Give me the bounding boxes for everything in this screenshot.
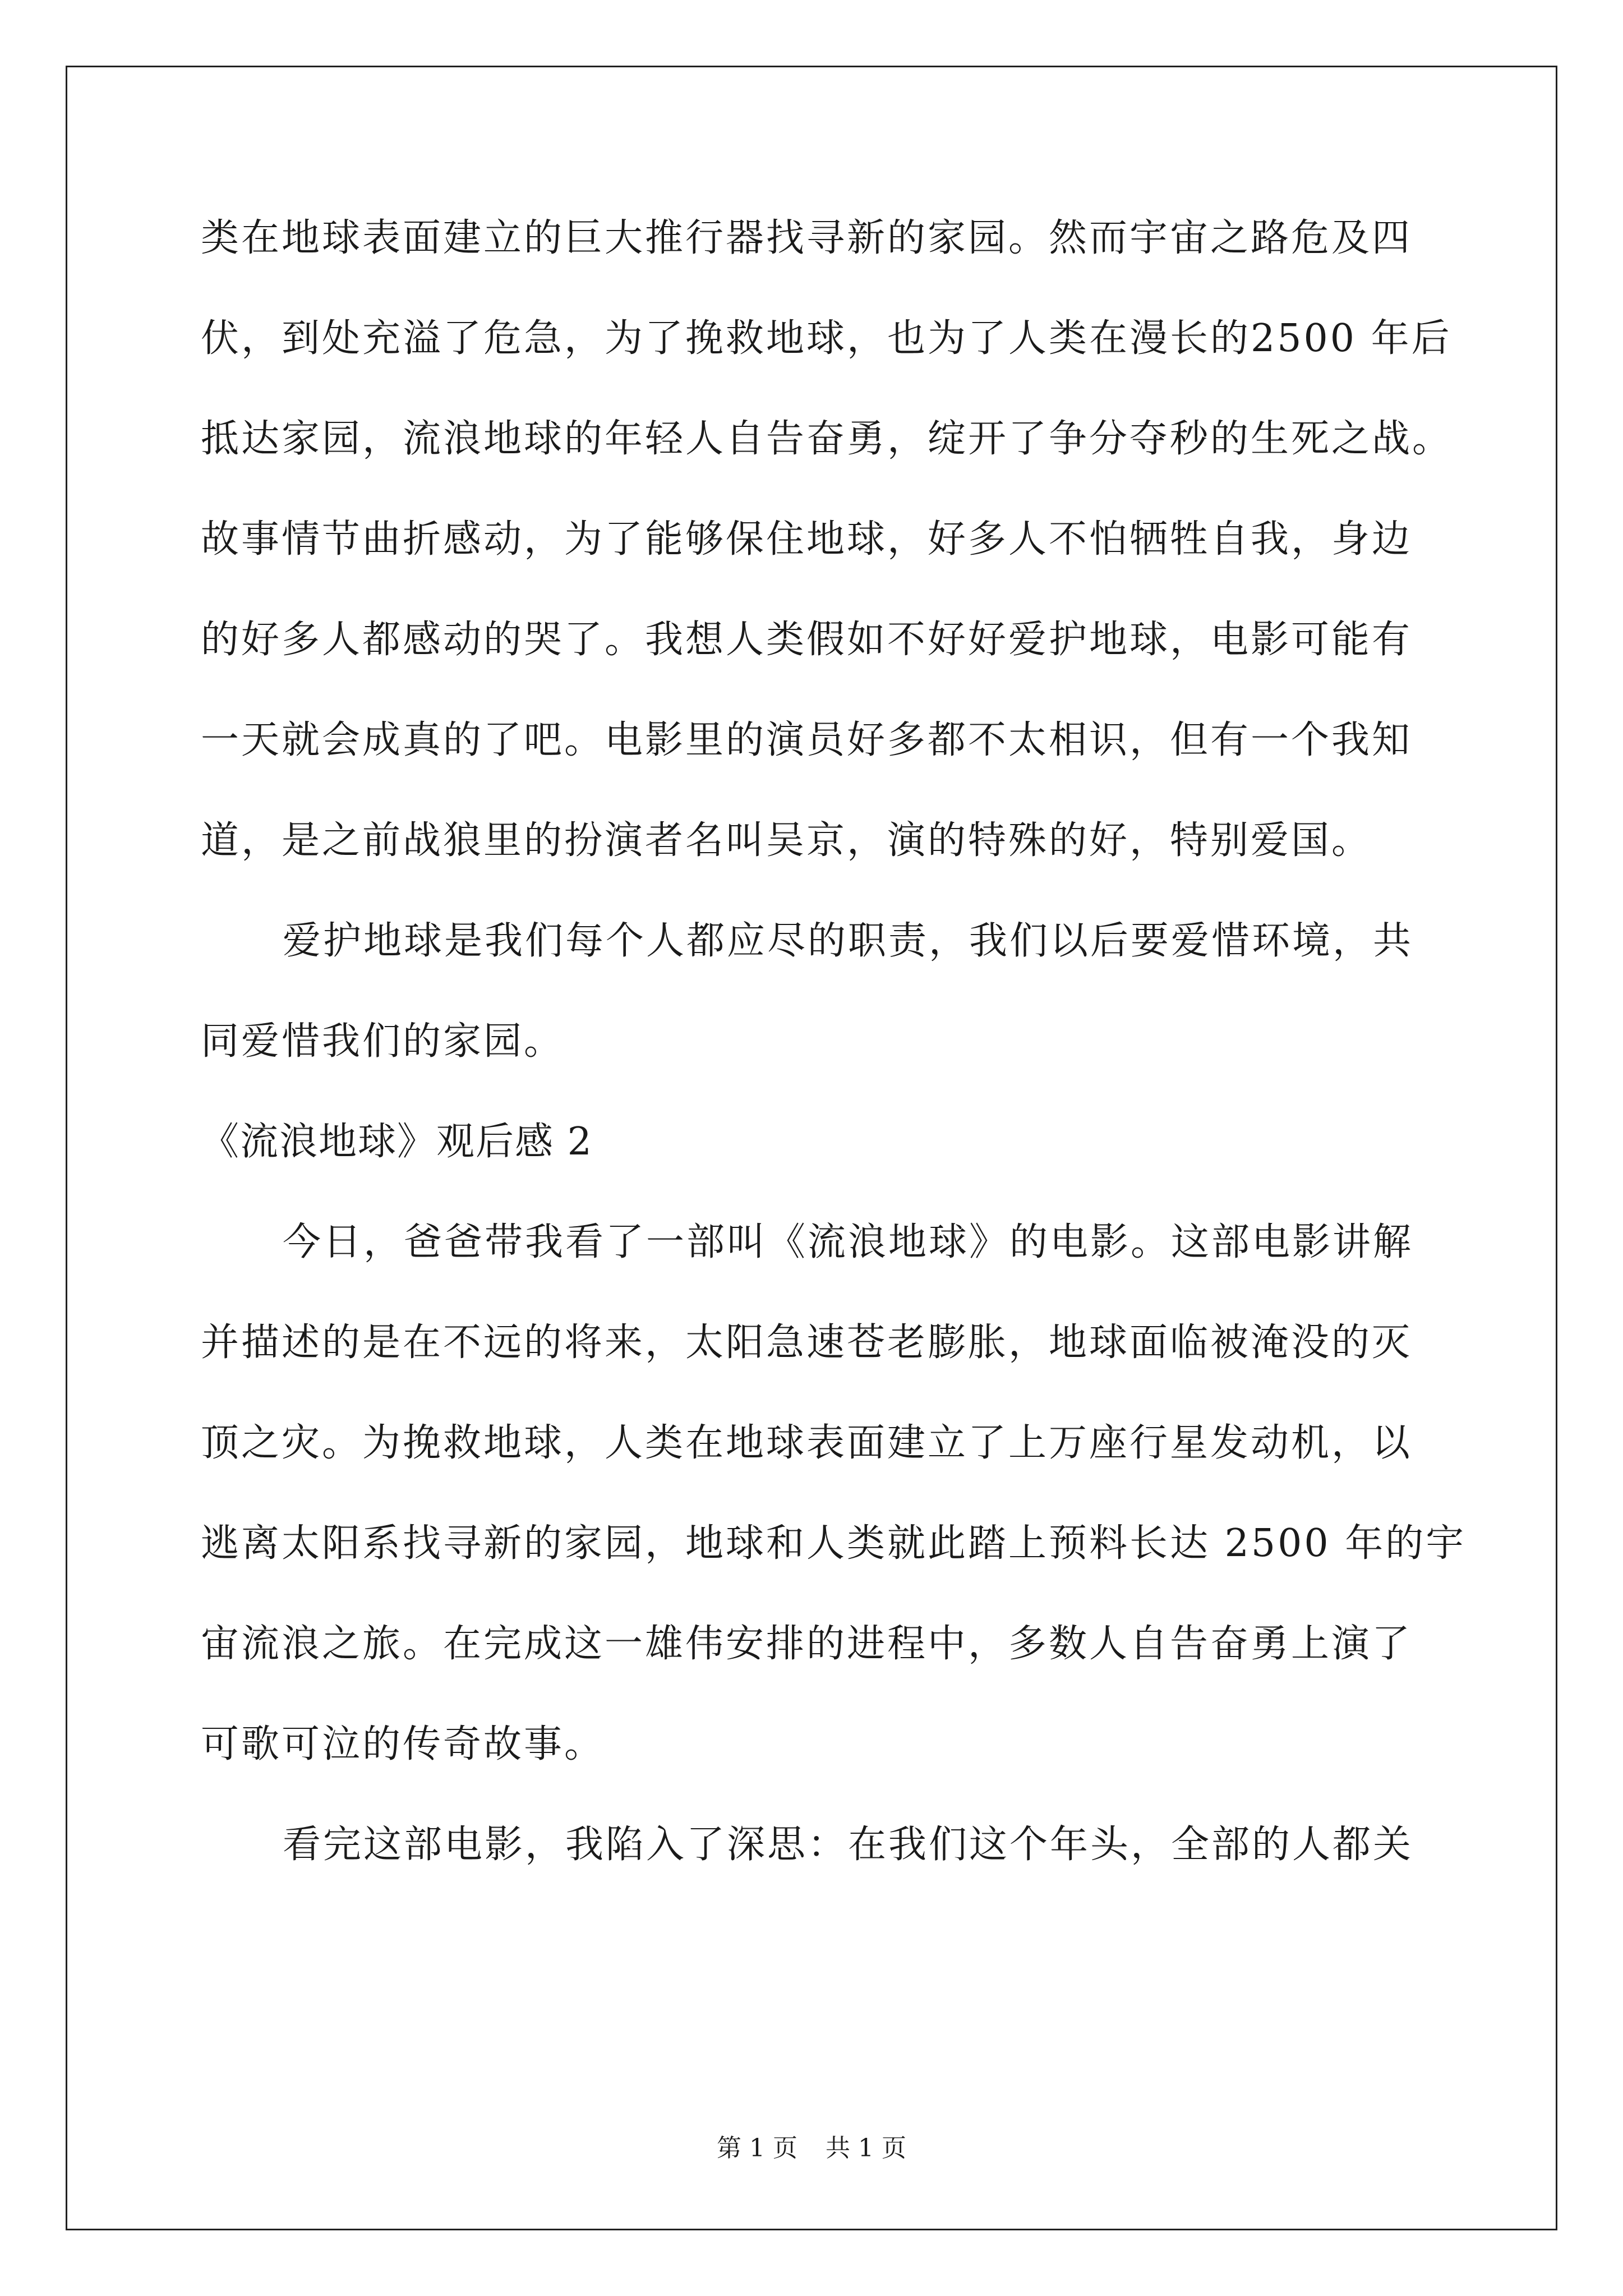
text-line: 抵达家园，流浪地球的年轻人自告奋勇，绽开了争分夺秒的生死之战。	[201, 417, 1453, 461]
page-footer	[0, 2132, 1623, 2165]
text-line: 类在地球表面建立的巨大推行器找寻新的家园。然而宇宙之路危及四	[201, 216, 1413, 260]
text-line: 逃离太阳系找寻新的家园，地球和人类就此踏上预料长达 2500 年的宇	[201, 1521, 1467, 1566]
text-line: 顶之灾。为挽救地球，人类在地球表面建立了上万座行星发动机，以	[201, 1421, 1413, 1465]
text-line: 故事情节曲折感动，为了能够保住地球，好多人不怕牺牲自我，身边	[201, 517, 1413, 562]
text-line: 可歌可泣的传奇故事。	[201, 1722, 605, 1766]
text-line: 一天就会成真的了吧。电影里的演员好多都不太相识，但有一个我知	[201, 718, 1413, 762]
paragraph-start-line: 看完这部电影，我陷入了深思：在我们这个年头，全部的人都关	[283, 1823, 1414, 1867]
text-line: 伏，到处充溢了危急，为了挽救地球，也为了人类在漫长的2500 年后	[201, 316, 1452, 361]
paragraph-start-line: 爱护地球是我们每个人都应尽的职责，我们以后要爱惜环境，共	[283, 919, 1414, 963]
text-line: 宙流浪之旅。在完成这一雄伟安排的进程中，多数人自告奋勇上演了	[201, 1622, 1413, 1666]
text-line: 并描述的是在不远的将来，太阳急速苍老膨胀，地球面临被淹没的灭	[201, 1320, 1413, 1365]
section-heading: 《流浪地球》观后感 2	[201, 1120, 593, 1164]
text-line: 道，是之前战狼里的扮演者名叫吴京，演的特殊的好，特别爱国。	[201, 818, 1372, 863]
paragraph-start-line: 今日，爸爸带我看了一部叫《流浪地球》的电影。这部电影讲解	[283, 1220, 1414, 1264]
text-line: 的好多人都感动的哭了。我想人类假如不好好爱护地球，电影可能有	[201, 618, 1413, 662]
text-line: 同爱惜我们的家园。	[201, 1019, 565, 1064]
document-body	[201, 213, 1467, 1920]
page-number: 第 1 页	[717, 2134, 797, 2162]
page-total: 共 1 页	[826, 2134, 906, 2162]
